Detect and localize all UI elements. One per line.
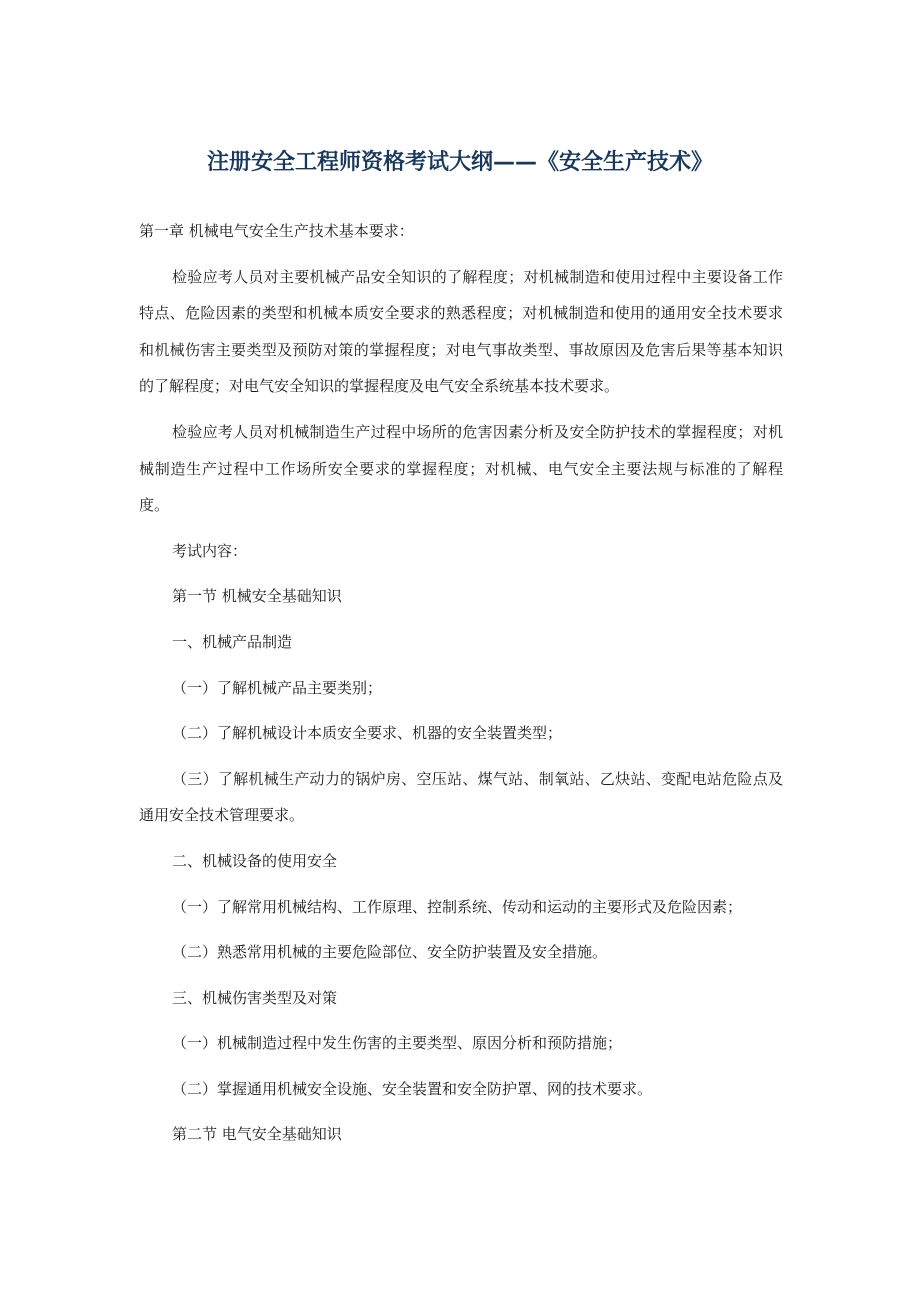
sub-item: （二）掌握通用机械安全设施、安全装置和安全防护罩、网的技术要求。: [172, 1079, 653, 1098]
section-heading-1: 第一节 机械安全基础知识: [172, 587, 342, 606]
sub-item: （二）了解机械设计本质安全要求、机器的安全装置类型；: [172, 724, 563, 743]
chapter-heading: 第一章 机械电气安全生产技术基本要求：: [139, 222, 414, 240]
item-heading-3: 三、机械伤害类型及对策: [172, 988, 338, 1007]
item-heading-2: 二、机械设备的使用安全: [172, 851, 338, 870]
exam-content-label: 考试内容：: [172, 541, 248, 560]
item-heading-1: 一、机械产品制造: [172, 632, 293, 651]
section-heading-2: 第二节 电气安全基础知识: [172, 1125, 342, 1144]
sub-item: （二）熟悉常用机械的主要危险部位、安全防护装置及安全措施。: [172, 943, 608, 962]
sub-item: （一）机械制造过程中发生伤害的主要类型、原因分析和预防措施；: [172, 1034, 623, 1053]
sub-item: （三）了解机械生产动力的锅炉房、空压站、煤气站、制氧站、乙炔站、变配电站危险点及通用安全技术管理要求。: [139, 769, 783, 825]
paragraph-requirements-1: 检验应考人员对主要机械产品安全知识的了解程度；对机械制造和使用过程中主要设备工作特点、危险因素的类型和机械本质安全要求的熟悉程度；对机械制造和使用的通用安全技术要求和机械伤害主要类型及预防对策的掌握程度；对电气事故类型、事故原因及危害后果等基本知识的了解程度；对电气安全知识的掌握程度及电气安全系统基本技术要求。: [139, 267, 783, 396]
document-title: 注册安全工程师资格考试大纲——《安全生产技术》: [206, 150, 713, 175]
sub-item: （一）了解常用机械结构、工作原理、控制系统、传动和运动的主要形式及危险因素；: [172, 897, 743, 916]
paragraph-requirements-2: 检验应考人员对机械制造生产过程中场所的危害因素分析及安全防护技术的掌握程度；对机械制造生产过程中工作场所安全要求的掌握程度；对机械、电气安全主要法规与标准的了解程度。: [139, 422, 783, 515]
document-body: [139, 213, 783, 1162]
sub-item: （一）了解机械产品主要类别；: [172, 678, 383, 697]
